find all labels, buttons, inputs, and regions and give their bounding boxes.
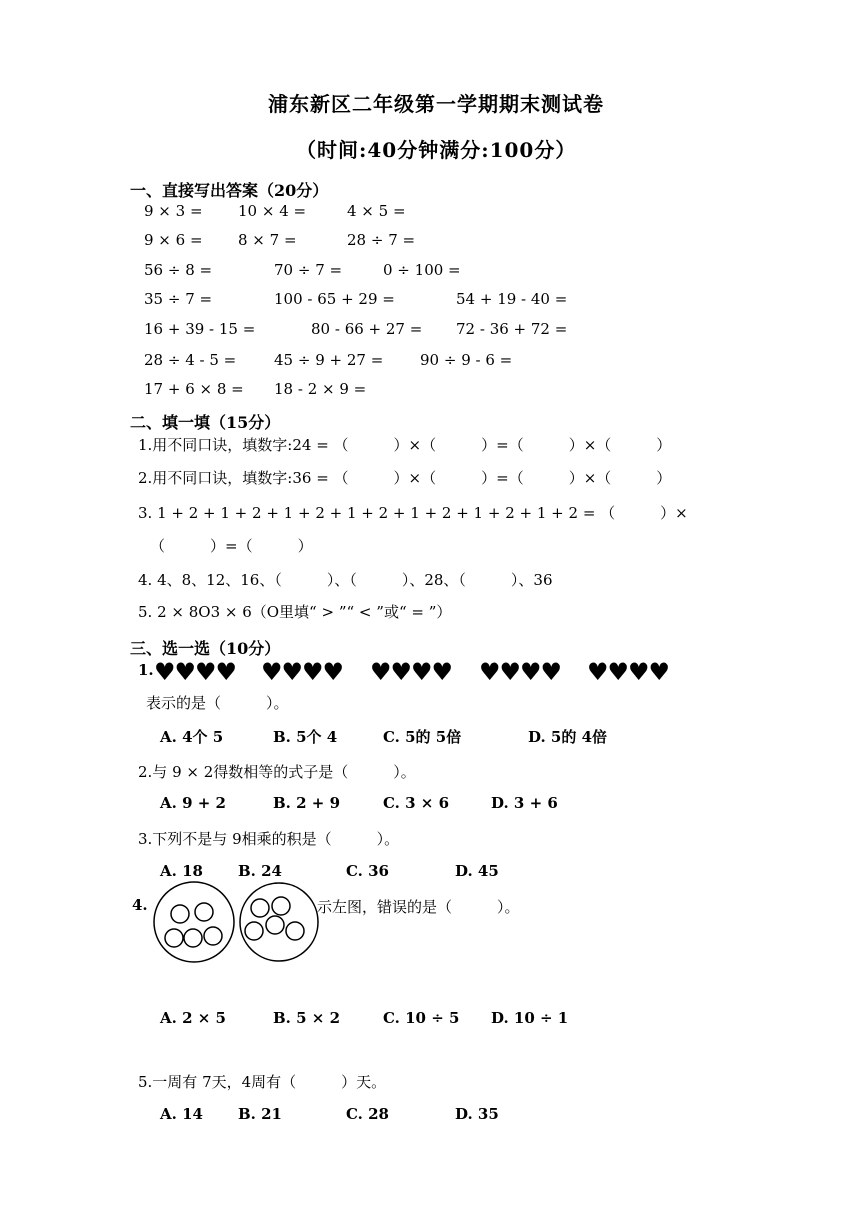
q5-option-a: A. 14 [160, 1105, 203, 1123]
problem-5-2: 80 - 66 + 27 = [311, 320, 423, 338]
fill-question-1: 1.用不同口诀，填数字:24 = （ ）×（ ）=（ ）×（ ） [138, 436, 672, 454]
q4-option-d: D. 10 ÷ 1 [491, 1009, 569, 1027]
problem-4-1: 35 ÷ 7 = [144, 290, 213, 308]
q1-option-c: C. 5的 5倍 [383, 728, 462, 746]
problem-7-1: 17 + 6 × 8 = [144, 380, 244, 398]
q3-option-c: C. 36 [346, 862, 389, 880]
problem-6-3: 90 ÷ 9 - 6 = [420, 351, 513, 369]
problem-4-2: 100 - 65 + 29 = [274, 290, 395, 308]
q2-option-a: A. 9 + 2 [160, 794, 226, 812]
heart-group-5: ♥♥♥♥ [587, 658, 670, 686]
circle-group-right [240, 883, 318, 961]
q2-option-b: B. 2 + 9 [273, 794, 341, 812]
choice-question-1-number: 1. [138, 661, 154, 679]
circle-group-left [154, 882, 234, 962]
problem-6-2: 45 ÷ 9 + 27 = [274, 351, 384, 369]
heart-group-3: ♥♥♥♥ [370, 658, 453, 686]
problem-5-1: 16 + 39 - 15 = [144, 320, 256, 338]
section-3-heading: 三、选一选（10分） [130, 639, 281, 658]
choice-question-4-text: 示左图，错误的是（ ）。 [317, 898, 520, 916]
choice-question-2-text: 2.与 9 × 2得数相等的式子是（ ）。 [138, 763, 416, 781]
circle-groups-figure [150, 878, 325, 968]
q5-option-b: B. 21 [238, 1105, 282, 1123]
problem-2-3: 28 ÷ 7 = [347, 231, 416, 249]
problem-1-3: 4 × 5 = [347, 202, 406, 220]
problem-4-3: 54 + 19 - 40 = [456, 290, 568, 308]
q4-option-b: B. 5 × 2 [273, 1009, 341, 1027]
fill-question-2: 2.用不同口诀，填数字:36 = （ ）×（ ）=（ ）×（ ） [138, 469, 672, 487]
q2-option-d: D. 3 + 6 [491, 794, 558, 812]
problem-2-2: 8 × 7 = [238, 231, 297, 249]
heart-group-2: ♥♥♥♥ [261, 658, 344, 686]
fill-question-4: 4. 4、8、12、16、（ ）、（ ）、28、（ ）、36 [138, 571, 553, 589]
section-2-heading: 二、填一填（15分） [130, 413, 281, 432]
problem-6-1: 28 ÷ 4 - 5 = [144, 351, 237, 369]
page-subtitle: （时间:40分钟满分:100分） [296, 138, 577, 162]
heart-group-1: ♥♥♥♥ [154, 658, 237, 686]
fill-question-3-cont: （ ）=（ ） [150, 537, 313, 555]
q4-option-a: A. 2 × 5 [160, 1009, 226, 1027]
problem-1-2: 10 × 4 = [238, 202, 307, 220]
fill-question-3: 3. 1 + 2 + 1 + 2 + 1 + 2 + 1 + 2 + 1 + 2 + 1 + 2 + 1 + 2 = （ ）× [138, 504, 688, 522]
choice-question-5-text: 5.一周有 7天，4周有（ ）天。 [138, 1073, 387, 1091]
problem-3-2: 70 ÷ 7 = [274, 261, 343, 279]
problem-3-3: 0 ÷ 100 = [383, 261, 461, 279]
fill-question-5: 5. 2 × 8O3 × 6（O里填“ > ”“ < ”或“ = ”） [138, 603, 452, 621]
q2-option-c: C. 3 × 6 [383, 794, 450, 812]
q3-option-d: D. 45 [455, 862, 499, 880]
problem-3-1: 56 ÷ 8 = [144, 261, 213, 279]
q1-option-a: A. 4个 5 [160, 728, 224, 746]
choice-question-4-number: 4. [132, 896, 148, 914]
section-1-heading: 一、直接写出答案（20分） [130, 181, 329, 200]
choice-question-1-text: 表示的是（ ）。 [146, 694, 289, 712]
q3-option-b: B. 24 [238, 862, 282, 880]
q1-option-d: D. 5的 4倍 [528, 728, 608, 746]
q5-option-d: D. 35 [455, 1105, 499, 1123]
choice-question-3-text: 3.下列不是与 9相乘的积是（ ）。 [138, 830, 400, 848]
q5-option-c: C. 28 [346, 1105, 389, 1123]
q4-option-c: C. 10 ÷ 5 [383, 1009, 460, 1027]
q1-option-b: B. 5个 4 [273, 728, 338, 746]
problem-2-1: 9 × 6 = [144, 231, 203, 249]
problem-5-3: 72 - 36 + 72 = [456, 320, 568, 338]
problem-1-1: 9 × 3 = [144, 202, 203, 220]
q3-option-a: A. 18 [160, 862, 203, 880]
heart-group-4: ♥♥♥♥ [479, 658, 562, 686]
page-title: 浦东新区二年级第一学期期末测试卷 [268, 92, 604, 116]
problem-7-2: 18 - 2 × 9 = [274, 380, 367, 398]
